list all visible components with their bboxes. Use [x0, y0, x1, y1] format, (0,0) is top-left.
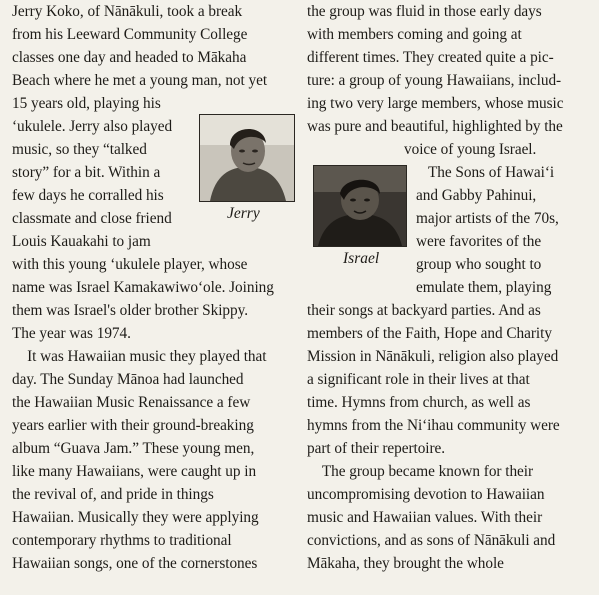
text-line: years earlier with their ground-breaking [12, 417, 254, 434]
text-line: ture: a group of young Hawaiians, includ- [307, 72, 562, 89]
text-line: music, so they “talked [12, 141, 147, 158]
text-line: It was Hawaiian music they played that [12, 348, 267, 365]
text-line: them was Israel's older brother Skippy. [12, 302, 249, 319]
text-line: was pure and beautiful, highlighted by the [307, 118, 563, 135]
text-line: Hawaiian. Musically they were applying [12, 509, 259, 526]
text-line: different times. They created quite a pic- [307, 49, 554, 66]
text-line: day. The Sunday Mānoa had launched [12, 371, 244, 388]
text-line: Mission in Nānākuli, religion also played [307, 348, 559, 365]
text-line: few days he corralled his [12, 187, 164, 204]
text-line: the group was fluid in those early days [307, 3, 542, 20]
text-line: album “Guava Jam.” These young men, [12, 440, 255, 457]
text-line: name was Israel Kamakawiwoʻole. Joining [12, 279, 274, 296]
text-line: the revival of, and pride in things [12, 486, 214, 503]
text-line: Hawaiian songs, one of the cornerstones [12, 555, 258, 572]
text-line: a significant role in their lives at that [307, 371, 530, 388]
israel-photo [313, 165, 407, 247]
text-line: ing two very large members, whose music [307, 95, 564, 112]
text-line: were favorites of the [416, 233, 542, 250]
text-line: time. Hymns from church, as well as [307, 394, 531, 411]
text-line: convictions, and as sons of Nānākuli and [307, 532, 556, 549]
text-line: Louis Kauakahi to jam [12, 233, 151, 250]
text-line: ʻukulele. Jerry also played [12, 118, 173, 135]
text-line: from his Leeward Community College [12, 26, 248, 43]
text-line: The group became known for their [307, 463, 534, 480]
text-line: Beach where he met a young man, not yet [12, 72, 268, 89]
jerry-caption: Jerry [227, 205, 260, 222]
text-line: The year was 1974. [12, 325, 131, 342]
text-line: Jerry Koko, of Nānākuli, took a break [12, 3, 243, 20]
text-line: with this young ʻukulele player, whose [12, 256, 248, 273]
text-line: members of the Faith, Hope and Charity [307, 325, 552, 342]
text-line: 15 years old, playing his [12, 95, 161, 112]
text-line: emulate them, playing [416, 279, 552, 296]
text-line: like many Hawaiians, were caught up in [12, 463, 257, 480]
text-line: with members coming and going at [307, 26, 522, 43]
text-line: classes one day and headed to Mākaha [12, 49, 247, 66]
text-line: hymns from the Niʻihau community were [307, 417, 560, 434]
text-line: the Hawaiian Music Renaissance a few [12, 394, 251, 411]
text-line: part of their repertoire. [307, 440, 446, 457]
text-line: story” for a bit. Within a [12, 164, 161, 181]
jerry-photo [199, 114, 295, 202]
text-line: their songs at backyard parties. And as [307, 302, 541, 319]
text-line: major artists of the 70s, [416, 210, 559, 227]
text-line: contemporary rhythms to traditional [12, 532, 232, 549]
text-line: group who sought to [416, 256, 542, 273]
text-line: The Sons of Hawaiʻi [428, 164, 555, 181]
israel-caption: Israel [343, 250, 380, 267]
text-line: classmate and close friend [12, 210, 172, 227]
text-line: and Gabby Pahinui, [416, 187, 537, 204]
text-line: music and Hawaiian values. With their [307, 509, 543, 526]
text-line: uncompromising devotion to Hawaiian [307, 486, 545, 503]
text-line: Mākaha, they brought the whole [307, 555, 504, 572]
text-line: voice of young Israel. [404, 141, 537, 158]
